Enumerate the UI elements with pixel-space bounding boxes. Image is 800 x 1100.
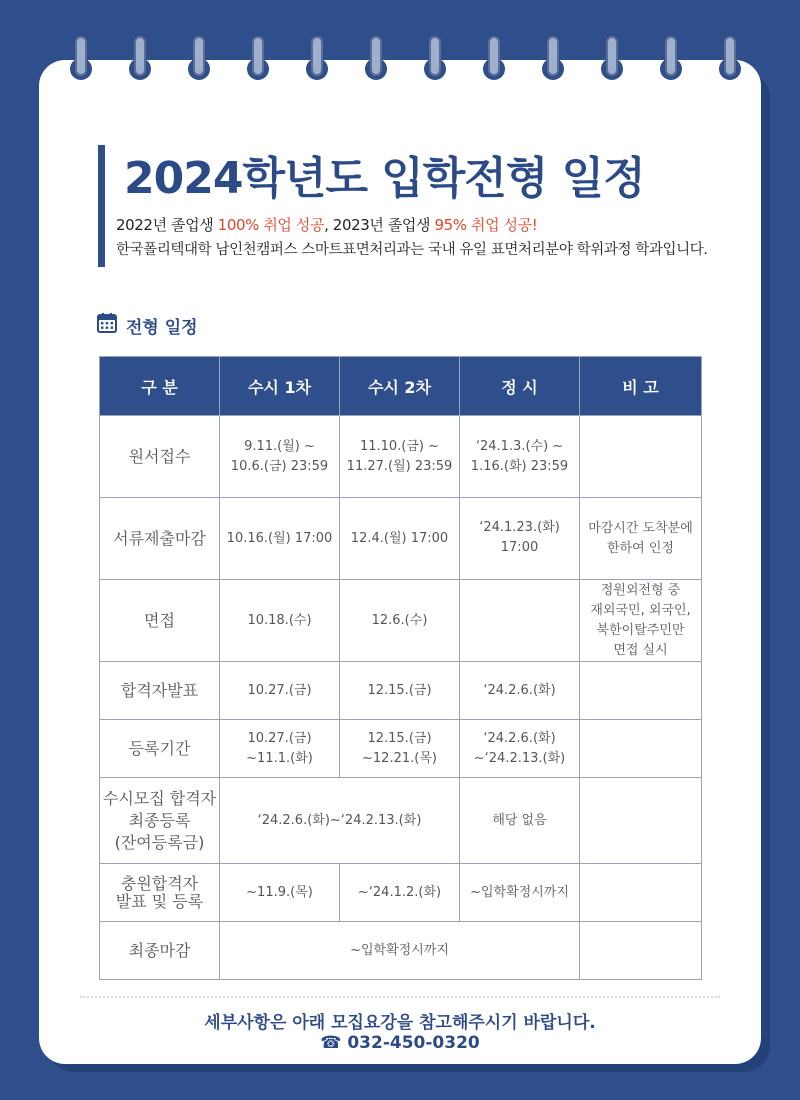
row-label: 최종마감 — [100, 922, 220, 980]
row-label: 충원합격자 발표 및 등록 — [100, 864, 220, 922]
calendar-icon — [96, 312, 118, 339]
subtitle-text: 2022년 졸업생 — [116, 216, 218, 234]
row-label: 원서접수 — [100, 416, 220, 498]
title-accent-bar — [98, 145, 105, 267]
table-cell: 12.15.(금) — [340, 662, 460, 720]
table-row — [100, 662, 702, 720]
table-header-row — [100, 357, 702, 416]
table-row — [100, 864, 702, 922]
subtitle-highlight: 95% 취업 성공! — [434, 216, 538, 234]
table-cell: 10.27.(금) ~11.1.(화) — [220, 720, 340, 778]
row-label: 등록기간 — [100, 720, 220, 778]
table-cell: 10.16.(월) 17:00 — [220, 498, 340, 580]
table-cell — [580, 864, 702, 922]
table-cell: 10.18.(수) — [220, 580, 340, 662]
section-heading — [96, 312, 198, 339]
section-title: 전형 일정 — [126, 318, 198, 338]
table-cell: ‘24.2.6.(화)~‘24.2.13.(화) — [220, 778, 460, 864]
table-cell: ‘24.2.6.(화) ~‘24.2.13.(화) — [460, 720, 580, 778]
table-cell: 해당 없음 — [460, 778, 580, 864]
spiral-binding — [0, 0, 800, 100]
binding-ring — [719, 36, 741, 84]
footer-phone — [0, 1033, 800, 1053]
binding-ring — [129, 36, 151, 84]
table-cell: 11.10.(금) ~ 11.27.(월) 23:59 — [340, 416, 460, 498]
phone-icon: ☎ — [320, 1033, 348, 1053]
table-cell — [580, 720, 702, 778]
schedule-table — [99, 356, 702, 980]
table-cell — [580, 416, 702, 498]
table-cell: 12.15.(금) ~12.21.(목) — [340, 720, 460, 778]
subtitle-text: , 2023년 졸업생 — [324, 216, 435, 234]
table-cell: 마감시간 도착분에 한하여 인정 — [580, 498, 702, 580]
subtitle-line-1 — [116, 214, 537, 235]
header-early-1: 수시 1차 — [220, 357, 340, 416]
header-regular: 정 시 — [460, 357, 580, 416]
table-row — [100, 416, 702, 498]
table-cell — [580, 922, 702, 980]
table-row — [100, 580, 702, 662]
row-label: 합격자발표 — [100, 662, 220, 720]
table-row — [100, 922, 702, 980]
page-title: 2024학년도 입학전형 일정 — [124, 153, 645, 204]
table-cell: ‘24.1.23.(화) 17:00 — [460, 498, 580, 580]
table-cell: ~입학확정시까지 — [220, 922, 580, 980]
table-cell: ~‘24.1.2.(화) — [340, 864, 460, 922]
header-category: 구 분 — [100, 357, 220, 416]
table-cell: 12.4.(월) 17:00 — [340, 498, 460, 580]
table-cell — [460, 580, 580, 662]
subtitle-line-2: 한국폴리텍대학 남인천캠퍼스 스마트표면처리과는 국내 유일 표면처리분야 학위과정 학과입니다. — [116, 242, 708, 258]
subtitle-highlight: 100% 취업 성공 — [217, 216, 325, 234]
table-cell: 10.27.(금) — [220, 662, 340, 720]
binding-ring — [188, 36, 210, 84]
footer-notice: 세부사항은 아래 모집요강을 참고해주시기 바랍니다. — [204, 1013, 596, 1033]
header-early-2: 수시 2차 — [340, 357, 460, 416]
binding-ring — [542, 36, 564, 84]
table-cell: 정원외전형 중 재외국민, 외국인, 북한이탈주민만 면접 실시 — [580, 580, 702, 662]
binding-ring — [424, 36, 446, 84]
table-cell — [580, 778, 702, 864]
binding-ring — [601, 36, 623, 84]
dotted-divider — [80, 996, 720, 998]
phone-number[interactable]: 032-450-0320 — [347, 1033, 480, 1053]
header-note: 비 고 — [580, 357, 702, 416]
binding-ring — [306, 36, 328, 84]
row-label: 서류제출마감 — [100, 498, 220, 580]
row-label: 수시모집 합격자 최종등록 (잔여등록금) — [100, 778, 220, 864]
binding-ring — [70, 36, 92, 84]
binding-ring — [247, 36, 269, 84]
binding-ring — [660, 36, 682, 84]
binding-ring — [483, 36, 505, 84]
binding-ring — [365, 36, 387, 84]
table-cell: 12.6.(수) — [340, 580, 460, 662]
table-row — [100, 498, 702, 580]
table-row — [100, 778, 702, 864]
table-cell: ‘24.2.6.(화) — [460, 662, 580, 720]
table-cell: 9.11.(월) ~ 10.6.(금) 23:59 — [220, 416, 340, 498]
table-cell: ~11.9.(목) — [220, 864, 340, 922]
table-cell — [580, 662, 702, 720]
table-row — [100, 720, 702, 778]
row-label: 면접 — [100, 580, 220, 662]
table-cell: ~입학확정시까지 — [460, 864, 580, 922]
table-cell: ‘24.1.3.(수) ~ 1.16.(화) 23:59 — [460, 416, 580, 498]
